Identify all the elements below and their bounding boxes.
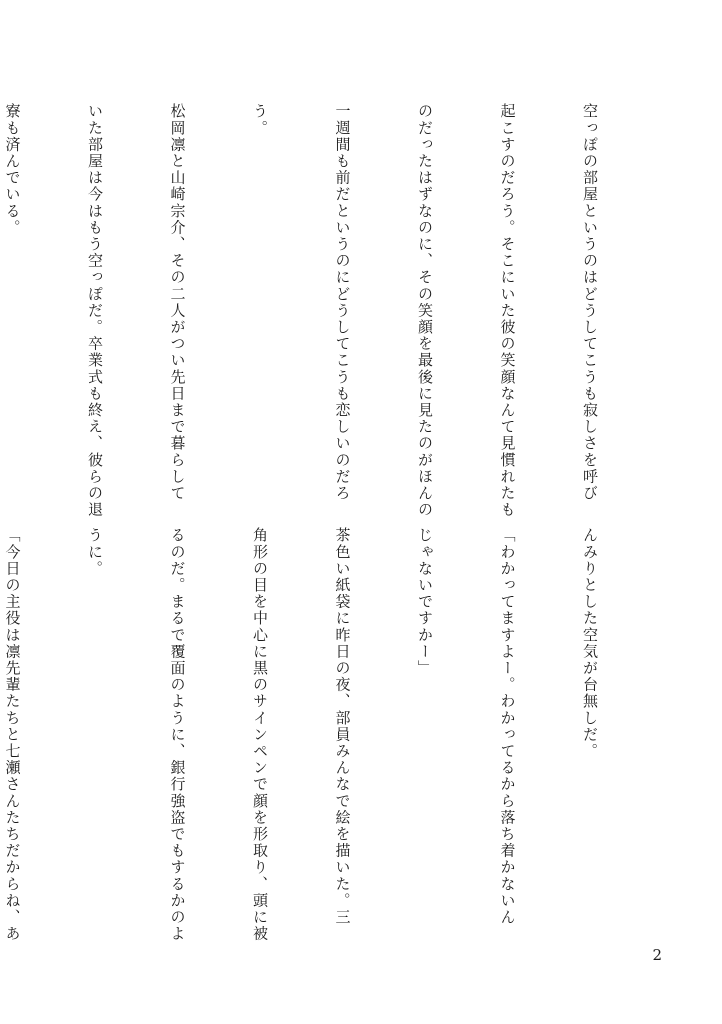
text-line: 空っぽの部屋というのはどうしてこうも寂しさを呼び xyxy=(581,103,599,502)
text-line: んみりとした空気が台無しだ。 xyxy=(581,527,599,760)
text-line: 「今日の主役は凛先輩たちと七瀬さんたちだからね、あ xyxy=(3,527,22,942)
text-line: 寮も済んでいる。 xyxy=(3,103,22,236)
text-line: 茶色い紙袋に昨日の夜、部員みんなで絵を描いた。三 xyxy=(333,527,352,926)
text-line: るのだ。まるで覆面のように、銀行強盗でもするかのよ xyxy=(168,527,187,942)
upper-text-block xyxy=(3,103,658,518)
text-line: いた部屋は今はもう空っぽだ。卒業式も終え、彼らの退 xyxy=(86,103,104,518)
page-number: 2 xyxy=(652,946,662,964)
text-line: のだったはずなのに、その笑顔を最後に見たのがほんの xyxy=(416,103,434,518)
text-line: 起こすのだろう。そこにいた彼の笑顔なんて見慣れたも xyxy=(498,103,517,518)
text-line: 松岡凛と山崎宗介、その二人がつい先日まで暮らして xyxy=(168,103,187,502)
text-line: うに。 xyxy=(86,527,104,577)
text-line: じゃないですかー」 xyxy=(416,527,434,677)
text-line: 一週間も前だというのにどうしてこうも恋しいのだろ xyxy=(333,103,352,502)
lower-text-block xyxy=(3,527,658,942)
text-line: 角形の目を中心に黒のサインペンで顔を形取り、頭に被 xyxy=(251,527,269,942)
text-line: 「わかってますよー。わかってるから落ち着かないん xyxy=(498,527,517,926)
text-line: う。 xyxy=(251,103,269,137)
